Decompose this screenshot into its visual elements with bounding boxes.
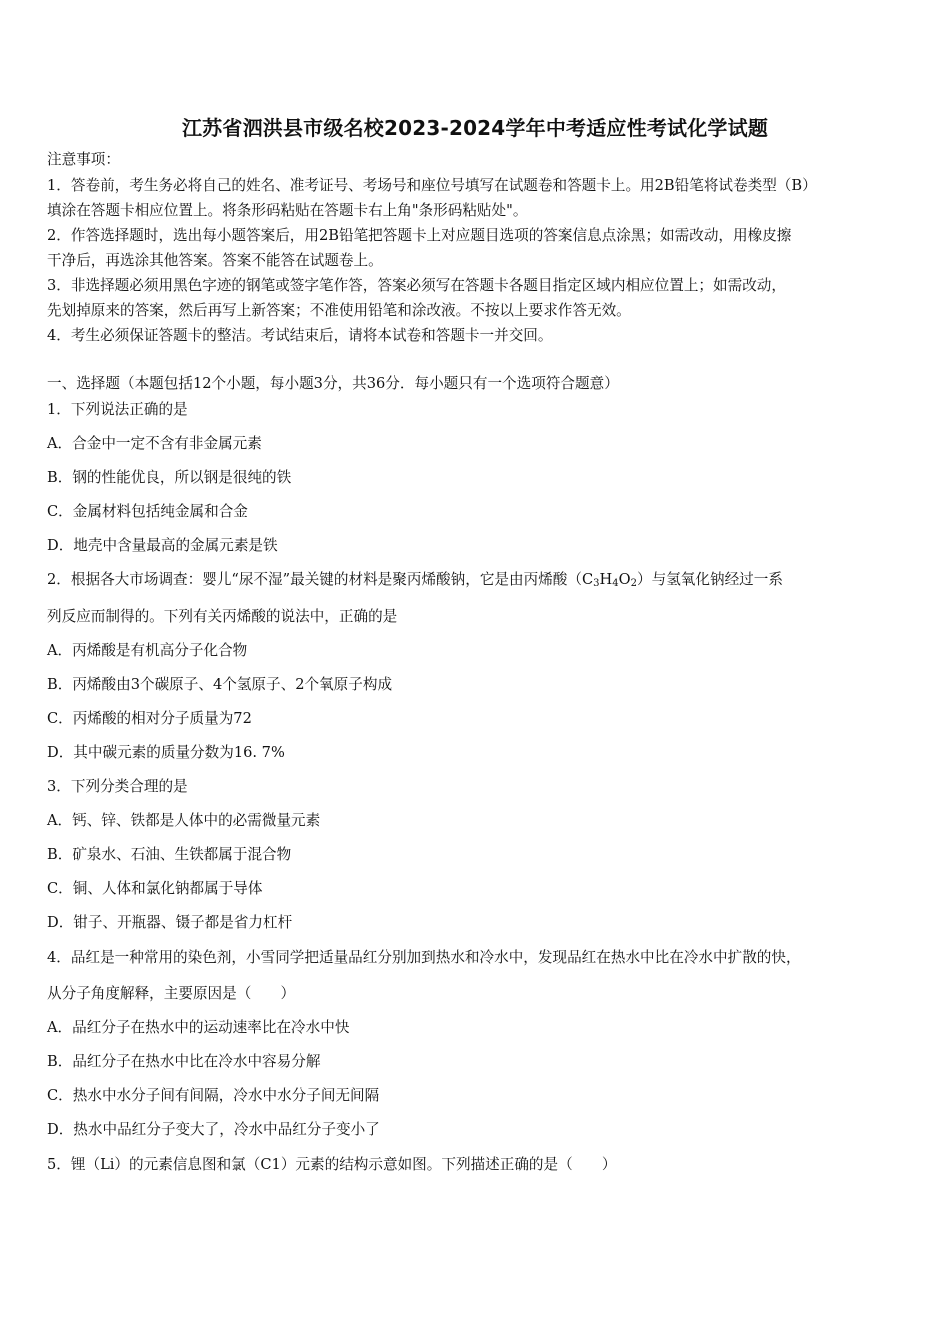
question-4-option-c: C．热水中水分子间有间隔，冷水中水分子间无间隔 bbox=[47, 1087, 380, 1104]
question-2-stem-suffix: ）与氢氧化钠经过一系 bbox=[637, 571, 783, 588]
question-2-option-b: B．丙烯酸由3个碳原子、4个氢原子、2个氧原子构成 bbox=[47, 676, 393, 693]
question-2-option-c: C．丙烯酸的相对分子质量为72 bbox=[47, 710, 252, 727]
section-heading: 一、选择题（本题包括12个小题，每小题3分，共36分．每小题只有一个选项符合题意） bbox=[47, 375, 619, 392]
question-3-stem: 3．下列分类合理的是 bbox=[47, 778, 188, 795]
question-5-stem: 5．锂（Li）的元素信息图和氯（C1）元素的结构示意如图。下列描述正确的是（ ） bbox=[47, 1156, 617, 1173]
notice-line: 先划掉原来的答案，然后再写上新答案；不准使用铅笔和涂改液。不按以上要求作答无效。 bbox=[47, 302, 631, 319]
question-4-stem: 4．品红是一种常用的染色剂，小雪同学把适量品红分别加到热水和冷水中，发现品红在热水中比在冷水中扩散的快， bbox=[47, 949, 801, 966]
question-4-option-a: A．品红分子在热水中的运动速率比在冷水中快 bbox=[47, 1019, 350, 1036]
page-title: 江苏省泗洪县市级名校2023-2024学年中考适应性考试化学试题 bbox=[181, 116, 769, 140]
acrylic-acid-formula: $C_3H_4O_2$ bbox=[582, 571, 637, 589]
question-2-option-d: D．其中碳元素的质量分数为16. 7% bbox=[47, 744, 285, 761]
question-4-stem-continued: 从分子角度解释，主要原因是（ ） bbox=[47, 985, 296, 1002]
notice-line: 2．作答选择题时，选出每小题答案后，用2B铅笔把答题卡上对应题目选项的答案信息点涂黑；如需改动，用橡皮擦 bbox=[47, 227, 792, 244]
question-4-option-d: D．热水中品红分子变大了，冷水中品红分子变小了 bbox=[47, 1121, 380, 1138]
notice-line: 填涂在答题卡相应位置上。将条形码粘贴在答题卡右上角"条形码粘贴处"。 bbox=[47, 202, 528, 219]
question-2-option-a: A．丙烯酸是有机高分子化合物 bbox=[47, 642, 248, 659]
question-3-option-a: A．钙、锌、铁都是人体中的必需微量元素 bbox=[47, 812, 321, 829]
notice-line: 1．答卷前，考生务必将自己的姓名、准考证号、考场号和座位号填写在试题卷和答题卡上。用2B铅笔将试卷类型（B） bbox=[47, 177, 817, 194]
question-1-option-c: C．金属材料包括纯金属和合金 bbox=[47, 503, 248, 520]
notice-line: 3．非选择题必须用黑色字迹的钢笔或签字笔作答，答案必须写在答题卡各题目指定区域内相应位置上；如需改动， bbox=[47, 277, 786, 294]
notice-line: 4．考生必须保证答题卡的整洁。考试结束后，请将本试卷和答题卡一并交回。 bbox=[47, 327, 553, 344]
question-3-option-d: D．钳子、开瓶器、镊子都是省力杠杆 bbox=[47, 914, 293, 931]
notice-heading: 注意事项： bbox=[47, 151, 120, 168]
question-3-option-c: C．铜、人体和氯化钠都属于导体 bbox=[47, 880, 263, 897]
question-1-option-b: B．钢的性能优良，所以钢是很纯的铁 bbox=[47, 469, 292, 486]
question-2-stem bbox=[47, 570, 783, 594]
question-2-stem-continued: 列反应而制得的。下列有关丙烯酸的说法中，正确的是 bbox=[47, 608, 398, 625]
question-1-option-d: D．地壳中含量最高的金属元素是铁 bbox=[47, 537, 278, 554]
question-3-option-b: B．矿泉水、石油、生铁都属于混合物 bbox=[47, 846, 292, 863]
question-4-option-b: B．品红分子在热水中比在冷水中容易分解 bbox=[47, 1053, 321, 1070]
notice-line: 干净后，再选涂其他答案。答案不能答在试题卷上。 bbox=[47, 252, 383, 269]
question-1-option-a: A．合金中一定不含有非金属元素 bbox=[47, 435, 262, 452]
question-2-stem-prefix: 2．根据各大市场调查：婴儿“尿不湿”最关键的材料是聚丙烯酸钠，它是由丙烯酸（ bbox=[47, 571, 582, 588]
question-1-stem: 1．下列说法正确的是 bbox=[47, 401, 188, 418]
